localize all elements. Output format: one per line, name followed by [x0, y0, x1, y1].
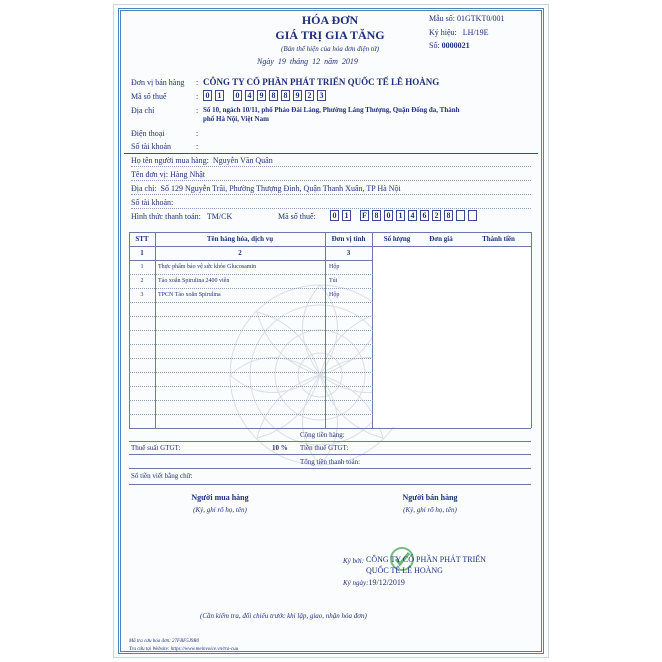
row-stt: 2	[140, 278, 144, 284]
seller-tax-label: Mã số thuế	[131, 92, 167, 101]
tax-digit-box: 9	[293, 90, 302, 101]
tax-digit-box: 2	[432, 210, 441, 221]
col-header-price: Đơn giá	[429, 235, 453, 243]
tax-digit-box: 0	[384, 210, 393, 221]
seller-address-line2: phố Hà Nội, Việt Nam	[203, 115, 269, 123]
index-cell: 1	[140, 249, 144, 257]
tax-digit-box	[468, 210, 477, 221]
lookup-code: Mã tra cứu hóa đơn: 27FBF5J9R0	[129, 639, 199, 644]
col-header-unit: Đơn vị tính	[331, 235, 366, 243]
col-header-stt: STT	[135, 235, 149, 243]
redacted-area	[373, 247, 531, 427]
col-header-amount: Thành tiền	[482, 235, 515, 243]
tax-digit-box: 1	[342, 210, 351, 221]
row-unit: Hộp	[329, 292, 340, 298]
vat-amount-label: Tiền thuế GTGT:	[300, 444, 349, 452]
tax-digit-box: 6	[420, 210, 429, 221]
row-stt: 3	[140, 292, 144, 298]
tax-digit-box: 8	[372, 210, 381, 221]
subtotal-label: Cộng tiền hàng:	[300, 431, 345, 439]
seller-address-label: Địa chỉ	[131, 106, 155, 115]
lookup-site: Tra cứu tại Website: https://www.meinvoice.vn/tra-cuu	[129, 647, 239, 652]
invoice-date: Ngày 19 tháng 12 năm 2019	[257, 57, 358, 66]
buyer-name: Họ tên người mua hàng: Nguyễn Văn Quân	[131, 156, 273, 165]
grand-total-label: Tổng tiền thanh toán:	[300, 458, 361, 466]
form-number: Mẫu số: 01GTKT0/001	[429, 14, 505, 23]
buyer-address: Địa chỉ: Số 129 Nguyễn Trãi, Phường Thượng Đình, Quận Thanh Xuân, TP Hà Nội	[131, 184, 401, 193]
payment-method: Hình thức thanh toán: TM/CK	[131, 212, 233, 221]
index-cell: 2	[238, 249, 242, 257]
tax-digit-box: 0	[203, 90, 212, 101]
row-name: Tảo xoắn Spirulina 2400 viên	[158, 278, 230, 284]
tax-digit-box	[456, 210, 465, 221]
index-cell: 3	[346, 249, 351, 257]
tax-digit-box: 4	[408, 210, 417, 221]
col-header-name: Tên hàng hóa, dịch vụ	[206, 235, 274, 243]
vat-rate-value: 10 %	[272, 444, 288, 452]
tax-digit-box: 8	[281, 90, 290, 101]
row-name: TPCN Tảo xoắn Spirulina	[158, 292, 221, 298]
seller-divider	[124, 153, 538, 154]
tax-digit-box: 9	[257, 90, 266, 101]
tax-digit-box: 0	[233, 90, 242, 101]
invoice-number: Số: 0000021	[429, 41, 470, 50]
invoice-note: (Bản thể hiện của hóa đơn điện tử)	[281, 45, 379, 53]
buyer-account-label: Số tài khoản:	[131, 198, 174, 207]
tax-digit-box: F	[360, 210, 369, 221]
footer-note: (Cần kiểm tra, đối chiếu trước khi lập, giao, nhận hóa đơn)	[200, 612, 367, 620]
tax-digit-box: 8	[444, 210, 453, 221]
tax-digit-box: 3	[317, 90, 326, 101]
amount-in-words-label: Số tiền viết bằng chữ:	[131, 472, 193, 480]
invoice-subtitle: GIÁ TRỊ GIA TĂNG	[275, 28, 385, 42]
tax-digit-box: 0	[330, 210, 339, 221]
buyer-unit: Tên đơn vị: Hàng Nhật	[131, 170, 206, 179]
tax-digit-box: 2	[305, 90, 314, 101]
vat-rate-label: Thuế suất GTGT:	[131, 444, 181, 452]
seller-phone-label: Điện thoại	[131, 129, 165, 138]
buyer-signature-title: Người mua hàng	[191, 493, 249, 502]
seller-account-label: Số tài khoản	[131, 142, 171, 151]
seller-unit-label: Đơn vị bán hàng	[131, 78, 185, 87]
buyer-signature-hint: (Ký, ghi rõ họ, tên)	[193, 506, 247, 514]
signed-date: Ký ngày:19/12/2019	[343, 578, 405, 587]
seller-name: CÔNG TY CỔ PHẦN PHÁT TRIỂN QUỐC TẾ LÊ HOÀNG	[203, 77, 440, 87]
seller-signature-title: Người bán hàng	[402, 493, 458, 502]
tax-digit-box: 4	[245, 90, 254, 101]
invoice-symbol: Ký hiệu: LH/19E	[429, 28, 489, 37]
row-stt: 1	[140, 264, 144, 270]
tax-digit-box: 1	[396, 210, 405, 221]
row-unit: Túi	[329, 278, 338, 284]
signed-by-label: Ký bởi:	[343, 557, 365, 565]
seller-address-line1: Số 10, ngách 10/11, phố Pháo Đài Láng, Phường Láng Thượng, Quận Đống đa, Thành	[203, 106, 460, 114]
tax-digit-box: 8	[269, 90, 278, 101]
buyer-tax-label: Mã số thuế:	[278, 212, 316, 221]
row-name: Thực phẩm bảo vệ sức khỏe Glucosamin	[158, 264, 257, 270]
tax-digit-box: 1	[215, 90, 224, 101]
signed-by-line2: QUỐC TẾ LÊ HOÀNG	[366, 566, 443, 575]
col-header-qty: Số lượng	[383, 235, 411, 243]
seller-signature-hint: (Ký, ghi rõ họ, tên)	[403, 506, 457, 514]
row-unit: Hộp	[329, 264, 340, 270]
signed-by-line1: CÔNG TY CỔ PHẦN PHÁT TRIỂN	[366, 555, 486, 564]
invoice-title: HÓA ĐƠN	[301, 13, 359, 27]
